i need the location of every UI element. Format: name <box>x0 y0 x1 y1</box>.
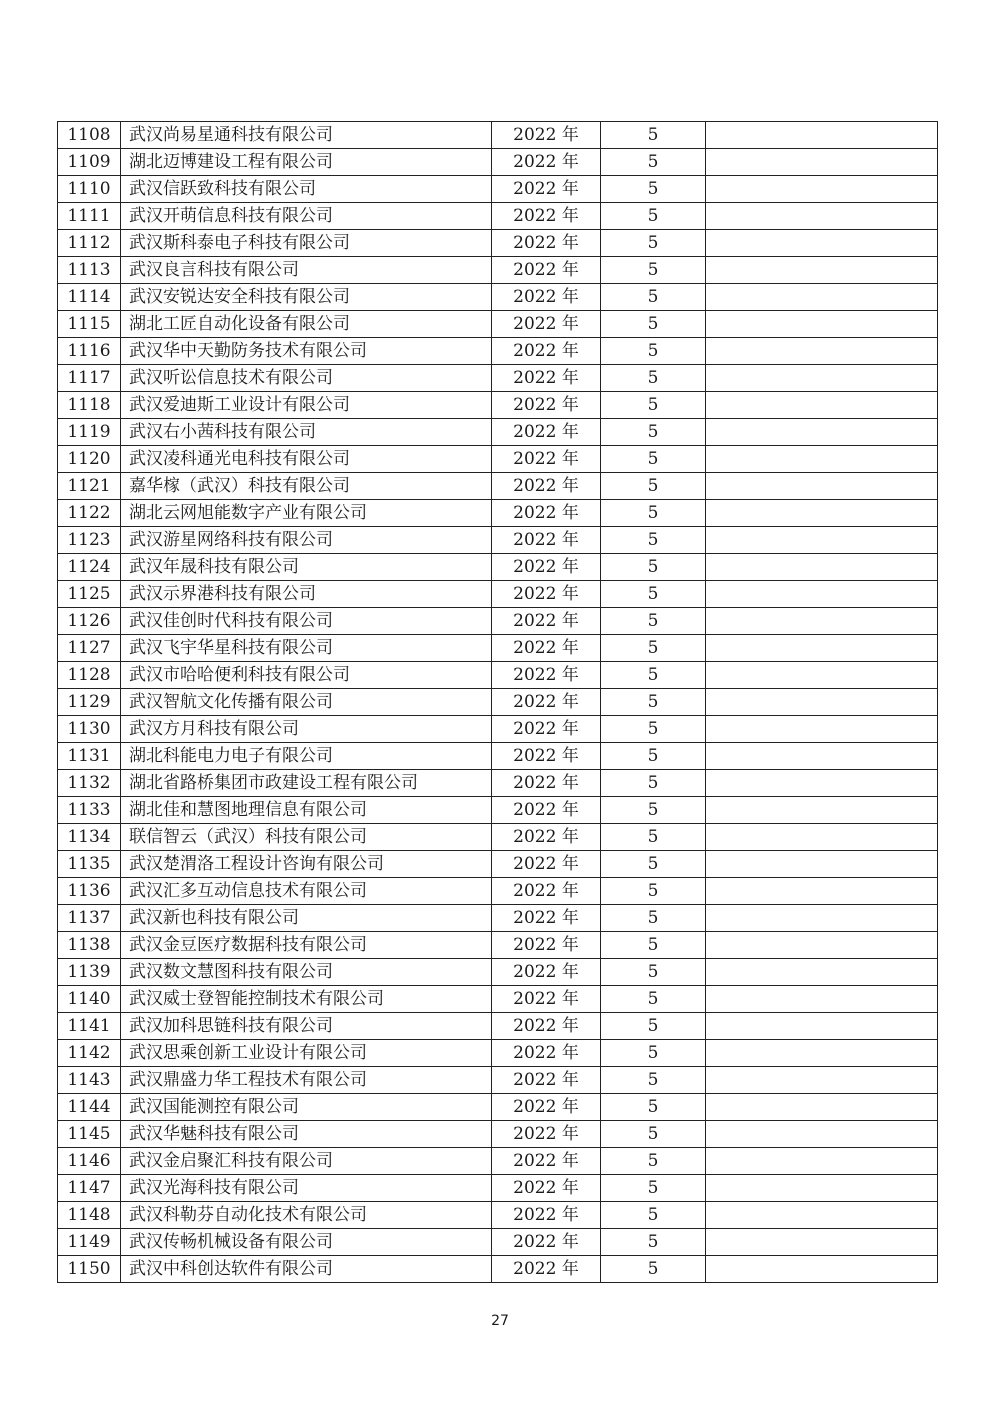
year-cell: 2022 年 <box>492 824 601 851</box>
row-index: 1148 <box>58 1202 121 1229</box>
note-cell <box>706 986 938 1013</box>
company-name: 武汉智航文化传播有限公司 <box>121 689 492 716</box>
table-row <box>58 1229 938 1256</box>
year-cell: 2022 年 <box>492 1229 601 1256</box>
company-name: 武汉听讼信息技术有限公司 <box>121 365 492 392</box>
company-table-container <box>57 121 938 1283</box>
count-cell: 5 <box>601 824 706 851</box>
count-cell: 5 <box>601 770 706 797</box>
row-index: 1126 <box>58 608 121 635</box>
year-cell: 2022 年 <box>492 770 601 797</box>
company-name: 武汉科勒芬自动化技术有限公司 <box>121 1202 492 1229</box>
company-name: 武汉年晟科技有限公司 <box>121 554 492 581</box>
count-cell: 5 <box>601 176 706 203</box>
year-cell: 2022 年 <box>492 851 601 878</box>
table-row <box>58 662 938 689</box>
company-name: 武汉游星网络科技有限公司 <box>121 527 492 554</box>
table-row <box>58 1148 938 1175</box>
count-cell: 5 <box>601 797 706 824</box>
row-index: 1139 <box>58 959 121 986</box>
note-cell <box>706 797 938 824</box>
company-name: 湖北科能电力电子有限公司 <box>121 743 492 770</box>
note-cell <box>706 203 938 230</box>
row-index: 1117 <box>58 365 121 392</box>
year-cell: 2022 年 <box>492 203 601 230</box>
year-cell: 2022 年 <box>492 392 601 419</box>
row-index: 1141 <box>58 1013 121 1040</box>
year-cell: 2022 年 <box>492 311 601 338</box>
year-cell: 2022 年 <box>492 554 601 581</box>
company-table <box>57 121 938 1283</box>
note-cell <box>706 608 938 635</box>
count-cell: 5 <box>601 500 706 527</box>
table-row <box>58 392 938 419</box>
row-index: 1114 <box>58 284 121 311</box>
company-name: 武汉佳创时代科技有限公司 <box>121 608 492 635</box>
count-cell: 5 <box>601 527 706 554</box>
year-cell: 2022 年 <box>492 1256 601 1283</box>
note-cell <box>706 149 938 176</box>
company-name: 武汉金豆医疗数据科技有限公司 <box>121 932 492 959</box>
row-index: 1119 <box>58 419 121 446</box>
year-cell: 2022 年 <box>492 122 601 149</box>
note-cell <box>706 1148 938 1175</box>
row-index: 1127 <box>58 635 121 662</box>
note-cell <box>706 500 938 527</box>
page-number: 27 <box>491 1313 509 1329</box>
year-cell: 2022 年 <box>492 419 601 446</box>
table-row <box>58 473 938 500</box>
note-cell <box>706 446 938 473</box>
year-cell: 2022 年 <box>492 878 601 905</box>
count-cell: 5 <box>601 1094 706 1121</box>
note-cell <box>706 284 938 311</box>
count-cell: 5 <box>601 338 706 365</box>
table-row <box>58 311 938 338</box>
row-index: 1110 <box>58 176 121 203</box>
note-cell <box>706 1229 938 1256</box>
company-name: 武汉市哈哈便利科技有限公司 <box>121 662 492 689</box>
table-row <box>58 446 938 473</box>
year-cell: 2022 年 <box>492 257 601 284</box>
year-cell: 2022 年 <box>492 608 601 635</box>
row-index: 1146 <box>58 1148 121 1175</box>
row-index: 1145 <box>58 1121 121 1148</box>
table-row <box>58 1256 938 1283</box>
count-cell: 5 <box>601 878 706 905</box>
row-index: 1136 <box>58 878 121 905</box>
note-cell <box>706 419 938 446</box>
company-name: 联信智云（武汉）科技有限公司 <box>121 824 492 851</box>
note-cell <box>706 365 938 392</box>
note-cell <box>706 878 938 905</box>
note-cell <box>706 581 938 608</box>
year-cell: 2022 年 <box>492 635 601 662</box>
table-row <box>58 230 938 257</box>
note-cell <box>706 905 938 932</box>
company-name: 武汉信跃致科技有限公司 <box>121 176 492 203</box>
count-cell: 5 <box>601 959 706 986</box>
company-name: 武汉光海科技有限公司 <box>121 1175 492 1202</box>
table-row <box>58 1040 938 1067</box>
company-name: 武汉爱迪斯工业设计有限公司 <box>121 392 492 419</box>
year-cell: 2022 年 <box>492 1175 601 1202</box>
count-cell: 5 <box>601 635 706 662</box>
row-index: 1142 <box>58 1040 121 1067</box>
count-cell: 5 <box>601 554 706 581</box>
table-row <box>58 905 938 932</box>
note-cell <box>706 1094 938 1121</box>
row-index: 1143 <box>58 1067 121 1094</box>
table-row <box>58 365 938 392</box>
note-cell <box>706 311 938 338</box>
count-cell: 5 <box>601 1013 706 1040</box>
count-cell: 5 <box>601 581 706 608</box>
row-index: 1144 <box>58 1094 121 1121</box>
row-index: 1150 <box>58 1256 121 1283</box>
company-name: 武汉示界港科技有限公司 <box>121 581 492 608</box>
row-index: 1147 <box>58 1175 121 1202</box>
count-cell: 5 <box>601 716 706 743</box>
row-index: 1129 <box>58 689 121 716</box>
table-row <box>58 1202 938 1229</box>
row-index: 1111 <box>58 203 121 230</box>
table-row <box>58 122 938 149</box>
note-cell <box>706 473 938 500</box>
note-cell <box>706 1067 938 1094</box>
row-index: 1137 <box>58 905 121 932</box>
row-index: 1118 <box>58 392 121 419</box>
company-name: 武汉国能测控有限公司 <box>121 1094 492 1121</box>
count-cell: 5 <box>601 1229 706 1256</box>
year-cell: 2022 年 <box>492 959 601 986</box>
count-cell: 5 <box>601 122 706 149</box>
year-cell: 2022 年 <box>492 527 601 554</box>
company-name: 嘉华榢（武汉）科技有限公司 <box>121 473 492 500</box>
year-cell: 2022 年 <box>492 1040 601 1067</box>
row-index: 1112 <box>58 230 121 257</box>
row-index: 1132 <box>58 770 121 797</box>
count-cell: 5 <box>601 230 706 257</box>
note-cell <box>706 743 938 770</box>
year-cell: 2022 年 <box>492 986 601 1013</box>
year-cell: 2022 年 <box>492 176 601 203</box>
row-index: 1149 <box>58 1229 121 1256</box>
table-row <box>58 203 938 230</box>
count-cell: 5 <box>601 284 706 311</box>
year-cell: 2022 年 <box>492 1094 601 1121</box>
year-cell: 2022 年 <box>492 500 601 527</box>
table-row <box>58 554 938 581</box>
year-cell: 2022 年 <box>492 932 601 959</box>
year-cell: 2022 年 <box>492 446 601 473</box>
row-index: 1125 <box>58 581 121 608</box>
year-cell: 2022 年 <box>492 662 601 689</box>
row-index: 1123 <box>58 527 121 554</box>
table-row <box>58 500 938 527</box>
company-name: 湖北省路桥集团市政建设工程有限公司 <box>121 770 492 797</box>
year-cell: 2022 年 <box>492 365 601 392</box>
row-index: 1113 <box>58 257 121 284</box>
note-cell <box>706 635 938 662</box>
note-cell <box>706 689 938 716</box>
table-row <box>58 1121 938 1148</box>
company-name: 武汉凌科通光电科技有限公司 <box>121 446 492 473</box>
company-name: 湖北迈博建设工程有限公司 <box>121 149 492 176</box>
count-cell: 5 <box>601 1148 706 1175</box>
count-cell: 5 <box>601 1256 706 1283</box>
count-cell: 5 <box>601 1121 706 1148</box>
note-cell <box>706 392 938 419</box>
table-row <box>58 689 938 716</box>
company-name: 武汉中科创达软件有限公司 <box>121 1256 492 1283</box>
year-cell: 2022 年 <box>492 284 601 311</box>
count-cell: 5 <box>601 689 706 716</box>
year-cell: 2022 年 <box>492 473 601 500</box>
row-index: 1128 <box>58 662 121 689</box>
company-name: 武汉加科思链科技有限公司 <box>121 1013 492 1040</box>
year-cell: 2022 年 <box>492 338 601 365</box>
note-cell <box>706 959 938 986</box>
year-cell: 2022 年 <box>492 581 601 608</box>
row-index: 1115 <box>58 311 121 338</box>
count-cell: 5 <box>601 743 706 770</box>
note-cell <box>706 1175 938 1202</box>
year-cell: 2022 年 <box>492 689 601 716</box>
year-cell: 2022 年 <box>492 1121 601 1148</box>
company-name: 武汉飞宇华星科技有限公司 <box>121 635 492 662</box>
count-cell: 5 <box>601 446 706 473</box>
company-name: 武汉良言科技有限公司 <box>121 257 492 284</box>
company-name: 武汉思乘创新工业设计有限公司 <box>121 1040 492 1067</box>
table-row <box>58 149 938 176</box>
row-index: 1138 <box>58 932 121 959</box>
note-cell <box>706 527 938 554</box>
company-name: 武汉右小茜科技有限公司 <box>121 419 492 446</box>
company-name: 湖北云网旭能数字产业有限公司 <box>121 500 492 527</box>
year-cell: 2022 年 <box>492 797 601 824</box>
table-row <box>58 338 938 365</box>
count-cell: 5 <box>601 203 706 230</box>
note-cell <box>706 932 938 959</box>
table-row <box>58 743 938 770</box>
note-cell <box>706 1013 938 1040</box>
row-index: 1134 <box>58 824 121 851</box>
count-cell: 5 <box>601 473 706 500</box>
year-cell: 2022 年 <box>492 230 601 257</box>
note-cell <box>706 1256 938 1283</box>
table-row <box>58 284 938 311</box>
note-cell <box>706 1202 938 1229</box>
count-cell: 5 <box>601 1202 706 1229</box>
row-index: 1122 <box>58 500 121 527</box>
count-cell: 5 <box>601 365 706 392</box>
count-cell: 5 <box>601 932 706 959</box>
table-row <box>58 986 938 1013</box>
row-index: 1131 <box>58 743 121 770</box>
count-cell: 5 <box>601 608 706 635</box>
company-name: 武汉金启聚汇科技有限公司 <box>121 1148 492 1175</box>
count-cell: 5 <box>601 1040 706 1067</box>
count-cell: 5 <box>601 662 706 689</box>
count-cell: 5 <box>601 311 706 338</box>
year-cell: 2022 年 <box>492 1202 601 1229</box>
year-cell: 2022 年 <box>492 149 601 176</box>
count-cell: 5 <box>601 149 706 176</box>
company-name: 湖北工匠自动化设备有限公司 <box>121 311 492 338</box>
table-row <box>58 797 938 824</box>
note-cell <box>706 851 938 878</box>
row-index: 1109 <box>58 149 121 176</box>
year-cell: 2022 年 <box>492 1148 601 1175</box>
count-cell: 5 <box>601 986 706 1013</box>
table-row <box>58 635 938 662</box>
table-row <box>58 1175 938 1202</box>
count-cell: 5 <box>601 905 706 932</box>
row-index: 1130 <box>58 716 121 743</box>
table-row <box>58 1094 938 1121</box>
table-row <box>58 1013 938 1040</box>
table-row <box>58 878 938 905</box>
note-cell <box>706 662 938 689</box>
row-index: 1140 <box>58 986 121 1013</box>
table-row <box>58 419 938 446</box>
company-name: 武汉华中天勤防务技术有限公司 <box>121 338 492 365</box>
table-row <box>58 932 938 959</box>
company-name: 武汉汇多互动信息技术有限公司 <box>121 878 492 905</box>
table-row <box>58 608 938 635</box>
note-cell <box>706 230 938 257</box>
note-cell <box>706 176 938 203</box>
company-name: 武汉华魅科技有限公司 <box>121 1121 492 1148</box>
row-index: 1121 <box>58 473 121 500</box>
row-index: 1116 <box>58 338 121 365</box>
company-name: 武汉威士登智能控制技术有限公司 <box>121 986 492 1013</box>
table-row <box>58 581 938 608</box>
count-cell: 5 <box>601 257 706 284</box>
table-row <box>58 527 938 554</box>
note-cell <box>706 824 938 851</box>
table-row <box>58 770 938 797</box>
note-cell <box>706 1040 938 1067</box>
year-cell: 2022 年 <box>492 716 601 743</box>
company-name: 湖北佳和慧图地理信息有限公司 <box>121 797 492 824</box>
note-cell <box>706 770 938 797</box>
company-name: 武汉斯科泰电子科技有限公司 <box>121 230 492 257</box>
company-name: 武汉数文慧图科技有限公司 <box>121 959 492 986</box>
year-cell: 2022 年 <box>492 1013 601 1040</box>
company-name: 武汉鼎盛力华工程技术有限公司 <box>121 1067 492 1094</box>
note-cell <box>706 554 938 581</box>
company-name: 武汉楚渭洛工程设计咨询有限公司 <box>121 851 492 878</box>
note-cell <box>706 338 938 365</box>
table-row <box>58 176 938 203</box>
company-name: 武汉传畅机械设备有限公司 <box>121 1229 492 1256</box>
count-cell: 5 <box>601 1175 706 1202</box>
row-index: 1124 <box>58 554 121 581</box>
table-row <box>58 959 938 986</box>
table-body <box>58 122 938 1283</box>
company-name: 武汉新也科技有限公司 <box>121 905 492 932</box>
row-index: 1133 <box>58 797 121 824</box>
company-name: 武汉开萌信息科技有限公司 <box>121 203 492 230</box>
count-cell: 5 <box>601 1067 706 1094</box>
table-row <box>58 824 938 851</box>
note-cell <box>706 716 938 743</box>
count-cell: 5 <box>601 392 706 419</box>
row-index: 1108 <box>58 122 121 149</box>
company-name: 武汉安锐达安全科技有限公司 <box>121 284 492 311</box>
table-row <box>58 257 938 284</box>
year-cell: 2022 年 <box>492 1067 601 1094</box>
note-cell <box>706 1121 938 1148</box>
company-name: 武汉方月科技有限公司 <box>121 716 492 743</box>
row-index: 1135 <box>58 851 121 878</box>
year-cell: 2022 年 <box>492 905 601 932</box>
note-cell <box>706 257 938 284</box>
year-cell: 2022 年 <box>492 743 601 770</box>
table-row <box>58 1067 938 1094</box>
table-row <box>58 716 938 743</box>
row-index: 1120 <box>58 446 121 473</box>
company-name: 武汉尚易星通科技有限公司 <box>121 122 492 149</box>
count-cell: 5 <box>601 851 706 878</box>
note-cell <box>706 122 938 149</box>
table-row <box>58 851 938 878</box>
count-cell: 5 <box>601 419 706 446</box>
